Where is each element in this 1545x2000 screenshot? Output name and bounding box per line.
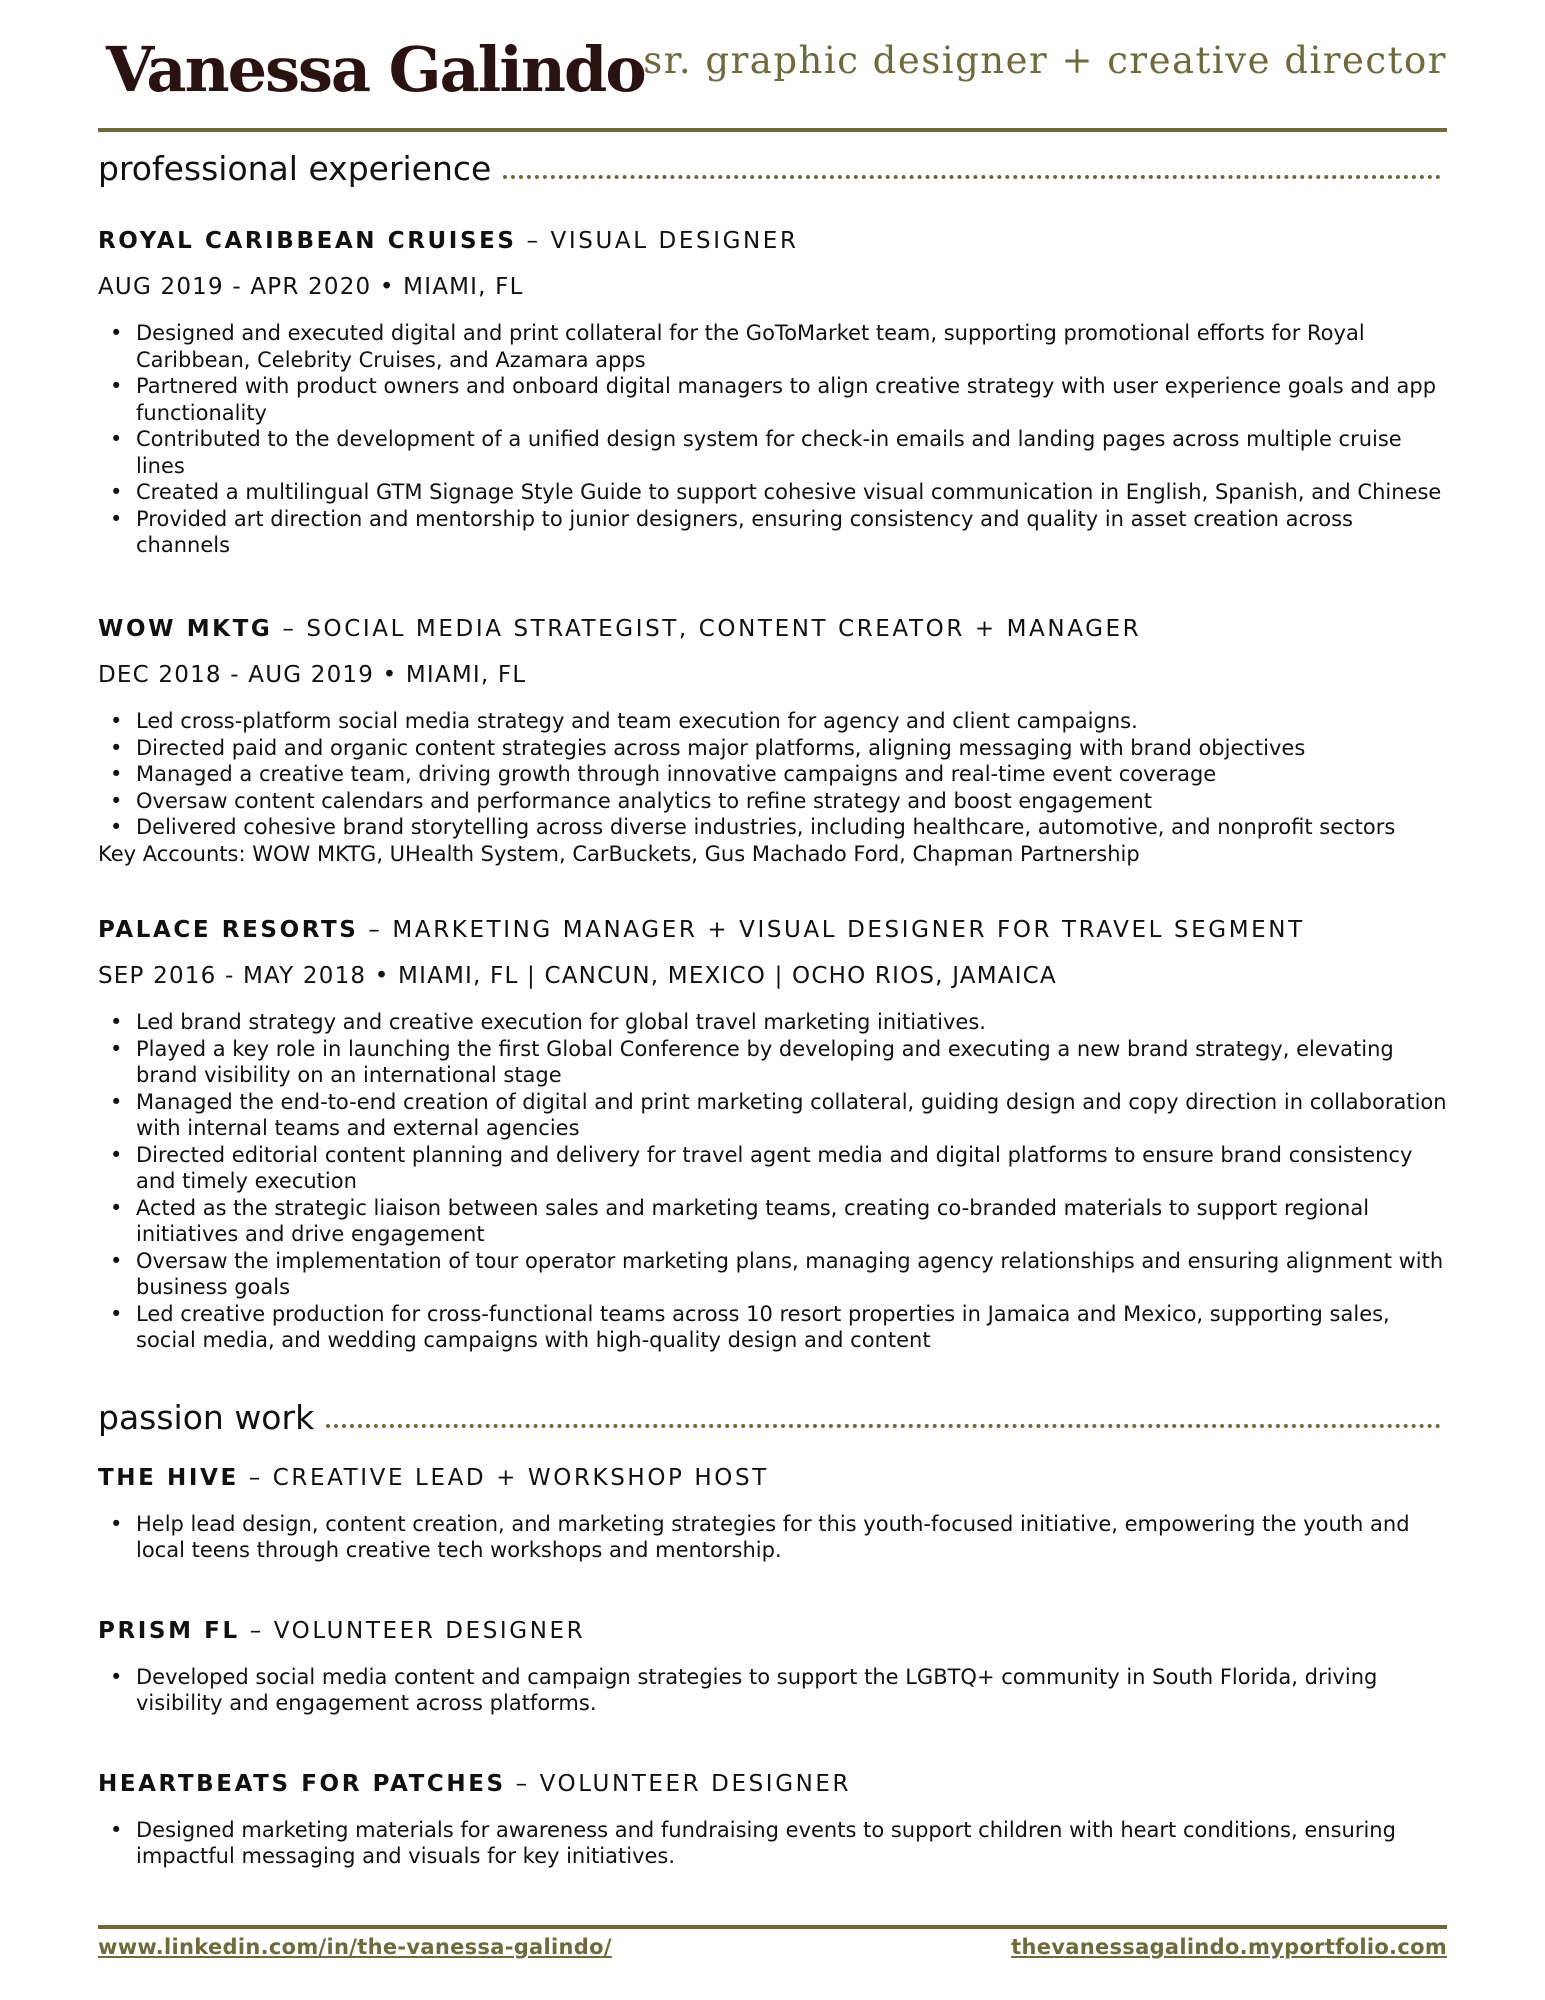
list-item: • Played a key role in launching the first Global Conference by developing and executing a new brand strategy, elevating brand visibility on an international stage: [98, 1036, 1447, 1089]
org-name: PRISM FL: [98, 1618, 240, 1644]
section-dotted-leader: [503, 175, 1441, 179]
experience-heading: professional experience: [98, 149, 492, 188]
job-role: – VOLUNTEER DESIGNER: [249, 1618, 586, 1644]
job-role: – CREATIVE LEAD + WORKSHOP HOST: [248, 1465, 769, 1491]
header-divider: [98, 128, 1447, 132]
list-item: • Contributed to the development of a unified design system for check-in emails and landing pages across multiple cruise lines: [98, 426, 1447, 479]
job-entry-royal-caribbean: [98, 228, 1447, 559]
experience-section-header: [98, 150, 1441, 188]
job-role: – VOLUNTEER DESIGNER: [515, 1771, 852, 1797]
job-role: – SOCIAL MEDIA STRATEGIST, CONTENT CREATOR + MANAGER: [282, 616, 1142, 642]
job-entry-wow-mktg: [98, 616, 1447, 867]
linkedin-link[interactable]: www.linkedin.com/in/the-vanessa-galindo/: [98, 1935, 612, 1959]
passion-entry-prism-fl: [98, 1618, 1447, 1717]
job-bullet-list: [98, 1664, 1447, 1717]
list-item: • Directed editorial content planning and delivery for travel agent media and digital platforms to ensure brand consistency and timely execution: [98, 1142, 1447, 1195]
job-title-line: [98, 1771, 1447, 1799]
job-title-line: [98, 917, 1447, 945]
list-item: • Directed paid and organic content strategies across major platforms, aligning messaging with brand objectives: [98, 735, 1447, 762]
list-item: • Designed and executed digital and print collateral for the GoToMarket team, supporting promotional efforts for Royal Caribbean, Celebrity Cruises, and Azamara apps: [98, 320, 1447, 373]
list-item: • Developed social media content and campaign strategies to support the LGBTQ+ community in South Florida, driving visibility and engagement across platforms.: [98, 1664, 1447, 1717]
list-item: • Led cross-platform social media strategy and team execution for agency and client campaigns.: [98, 708, 1447, 735]
list-item: • Led brand strategy and creative execution for global travel marketing initiatives.: [98, 1009, 1447, 1036]
job-title-line: [98, 1618, 1447, 1646]
footer-divider: [98, 1925, 1447, 1929]
candidate-name: Vanessa Galindo: [106, 33, 645, 106]
list-item: • Provided art direction and mentorship to junior designers, ensuring consistency and quality in asset creation across channels: [98, 506, 1447, 559]
job-title-line: [98, 228, 1447, 256]
list-item: • Delivered cohesive brand storytelling across diverse industries, including healthcare, automotive, and nonprofit sectors: [98, 814, 1447, 841]
list-item: • Partnered with product owners and onboard digital managers to align creative strategy with user experience goals and app functionality: [98, 373, 1447, 426]
list-item: • Led creative production for cross-functional teams across 10 resort properties in Jamaica and Mexico, supporting sales, social media, and wedding campaigns with high-quality design and content: [98, 1301, 1447, 1354]
list-item: • Help lead design, content creation, and marketing strategies for this youth-focused initiative, empowering the youth and local teens through creative tech workshops and mentorship.: [98, 1511, 1447, 1564]
job-bullet-list: [98, 708, 1447, 841]
job-bullet-list: [98, 1817, 1447, 1870]
list-item: • Designed marketing materials for awareness and fundraising events to support children with heart conditions, ensuring impactful messaging and visuals for key initiatives.: [98, 1817, 1447, 1870]
passion-section-header: [98, 1399, 1441, 1437]
company-name: PALACE RESORTS: [98, 917, 359, 943]
list-item: • Managed the end-to-end creation of digital and print marketing collateral, guiding design and copy direction in collaboration with internal teams and external agencies: [98, 1089, 1447, 1142]
job-entry-palace-resorts: [98, 917, 1447, 1354]
company-name: ROYAL CARIBBEAN CRUISES: [98, 228, 517, 254]
job-tagline: sr. graphic designer + creative director: [643, 39, 1447, 82]
section-dotted-leader: [326, 1424, 1441, 1428]
job-role: – MARKETING MANAGER + VISUAL DESIGNER FOR TRAVEL SEGMENT: [368, 917, 1305, 943]
company-name: WOW MKTG: [98, 616, 273, 642]
job-dates-location: DEC 2018 - AUG 2019 • MIAMI, FL: [98, 661, 527, 688]
job-role: – VISUAL DESIGNER: [526, 228, 799, 254]
list-item: • Created a multilingual GTM Signage Style Guide to support cohesive visual communication in English, Spanish, and Chinese: [98, 479, 1447, 506]
list-item: • Oversaw content calendars and performance analytics to refine strategy and boost engagement: [98, 788, 1447, 815]
job-dates-location: SEP 2016 - MAY 2018 • MIAMI, FL | CANCUN, MEXICO | OCHO RIOS, JAMAICA: [98, 962, 1057, 989]
job-title-line: [98, 616, 1447, 644]
org-name: HEARTBEATS FOR PATCHES: [98, 1771, 506, 1797]
job-title-line: [98, 1465, 1447, 1493]
list-item: • Oversaw the implementation of tour operator marketing plans, managing agency relationships and ensuring alignment with business goals: [98, 1248, 1447, 1301]
job-dates-location: AUG 2019 - APR 2020 • MIAMI, FL: [98, 273, 524, 300]
passion-entry-heartbeats: [98, 1771, 1447, 1870]
passion-heading: passion work: [98, 1398, 315, 1437]
key-accounts: Key Accounts: WOW MKTG, UHealth System, CarBuckets, Gus Machado Ford, Chapman Partnership: [98, 841, 1140, 866]
job-bullet-list: [98, 1009, 1447, 1354]
job-bullet-list: [98, 1511, 1447, 1564]
passion-entry-the-hive: [98, 1465, 1447, 1564]
portfolio-link[interactable]: thevanessagalindo.myportfolio.com: [1011, 1935, 1447, 1959]
list-item: • Acted as the strategic liaison between sales and marketing teams, creating co-branded materials to support regional initiatives and drive engagement: [98, 1195, 1447, 1248]
org-name: THE HIVE: [98, 1465, 239, 1491]
list-item: • Managed a creative team, driving growth through innovative campaigns and real-time event coverage: [98, 761, 1447, 788]
job-bullet-list: [98, 320, 1447, 559]
